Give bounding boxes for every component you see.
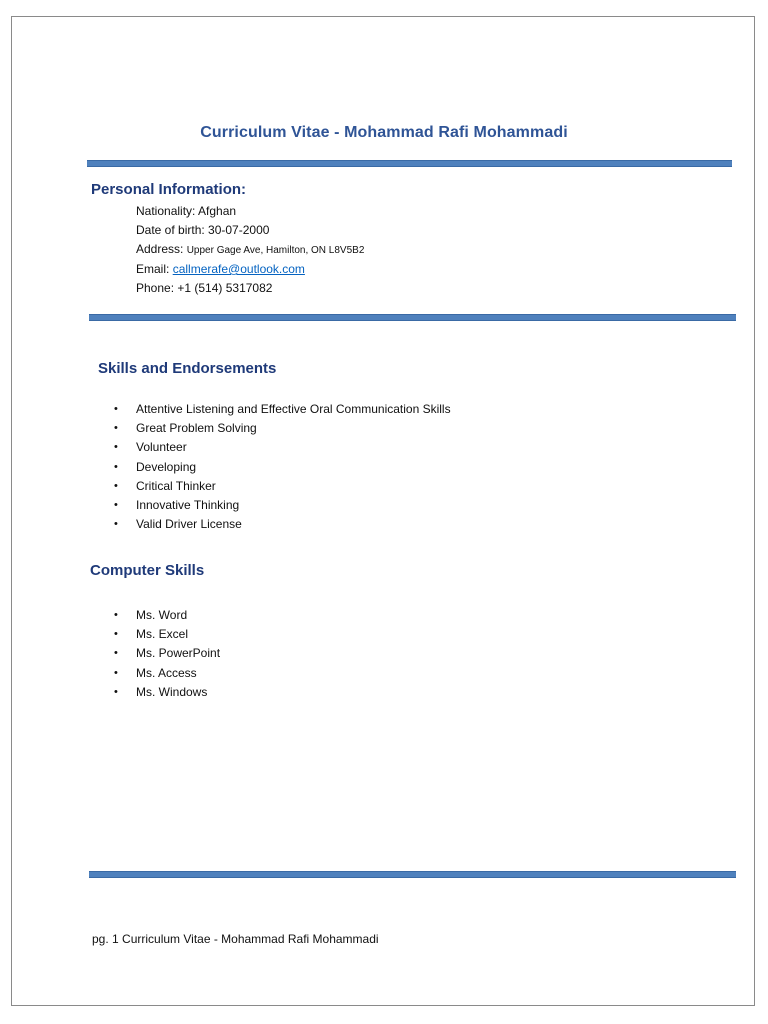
list-item	[114, 438, 451, 457]
skills-list	[114, 400, 451, 534]
phone-line: Phone: +1 (514) 5317082	[136, 281, 273, 295]
list-item	[114, 477, 451, 496]
dob-line: Date of birth: 30-07-2000	[136, 223, 270, 237]
bullet-icon: •	[114, 647, 118, 660]
title-divider	[87, 160, 732, 167]
bullet-icon: •	[114, 499, 118, 512]
list-item-text: Ms. PowerPoint	[136, 646, 221, 661]
footer-divider	[89, 871, 736, 878]
nationality-line: Nationality: Afghan	[136, 204, 237, 218]
list-item-text: Critical Thinker	[136, 478, 216, 493]
skills-heading: Skills and Endorsements	[98, 360, 277, 377]
bullet-icon: •	[114, 666, 118, 679]
address-value: Upper Gage Ave, Hamilton, ON L8V5B2	[186, 245, 365, 256]
list-item-text: Developing	[136, 459, 197, 474]
bullet-icon: •	[114, 518, 118, 531]
computer-skills-list	[114, 606, 221, 702]
computer-skills-heading: Computer Skills	[90, 562, 205, 579]
bullet-icon: •	[114, 460, 118, 473]
list-item	[114, 419, 451, 438]
bullet-icon: •	[114, 609, 118, 621]
document-title: Curriculum Vitae - Mohammad Rafi Mohammadi	[200, 124, 568, 141]
list-item	[114, 515, 451, 534]
bullet-icon: •	[114, 441, 118, 454]
list-item	[114, 625, 220, 644]
list-item-text: Innovative Thinking	[136, 498, 240, 513]
bullet-icon: •	[114, 403, 118, 415]
email-line	[136, 260, 364, 279]
list-item	[114, 458, 451, 477]
address-label: Address:	[136, 242, 187, 256]
list-item	[114, 606, 220, 625]
list-item	[114, 664, 220, 683]
list-item	[114, 644, 221, 663]
personal-divider	[89, 314, 736, 321]
list-item-text: Valid Driver License	[136, 517, 242, 532]
list-item-text: Great Problem Solving	[136, 421, 257, 436]
list-item	[114, 683, 220, 702]
bullet-icon: •	[114, 479, 118, 492]
address-line	[136, 240, 364, 260]
list-item-text: Ms. Word	[136, 608, 188, 622]
list-item	[114, 496, 451, 515]
list-item-text: Attentive Listening and Effective Oral Communication Skills	[136, 402, 451, 416]
email-label: Email:	[136, 262, 173, 276]
list-item-text: Ms. Windows	[136, 684, 208, 699]
page-footer: pg. 1 Curriculum Vitae - Mohammad Rafi Mohammadi	[92, 932, 379, 946]
personal-info-block	[136, 202, 364, 298]
email-link[interactable]: callmerafe@outlook.com	[172, 262, 305, 276]
list-item-text: Ms. Access	[136, 665, 197, 680]
list-item-text: Ms. Excel	[136, 627, 189, 642]
personal-info-heading: Personal Information:	[91, 181, 247, 198]
list-item-text: Volunteer	[136, 440, 187, 455]
bullet-icon: •	[114, 422, 118, 435]
list-item	[114, 400, 451, 419]
bullet-icon: •	[114, 685, 118, 698]
bullet-icon: •	[114, 628, 118, 641]
